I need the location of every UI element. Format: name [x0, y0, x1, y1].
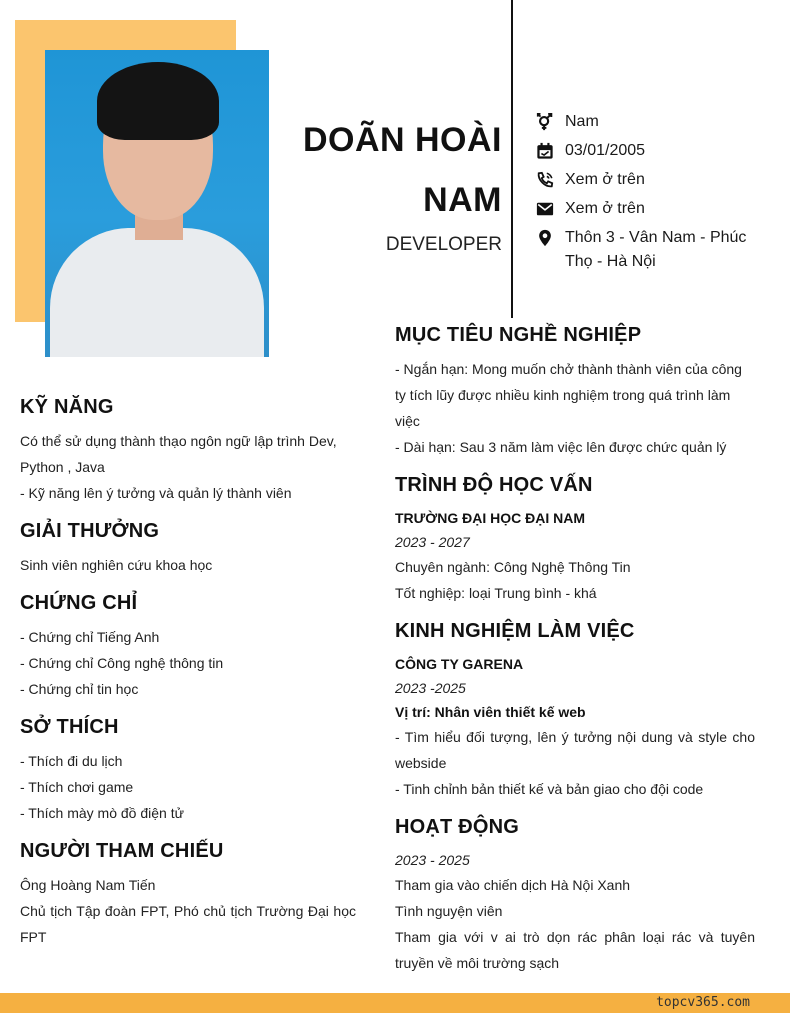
vertical-divider [511, 0, 513, 318]
objective-line: - Ngắn hạn: Mong muốn chở thành thành viên của công ty tích lũy được nhiều kinh nghiệm trong quá trình làm việc [395, 361, 742, 429]
contact-birthday [536, 139, 766, 163]
contact-email-text: Xem ở trên [565, 200, 645, 217]
certificates-section [20, 588, 356, 702]
awards-line: Sinh viên nghiên cứu khoa học [20, 557, 213, 573]
contact-phone [536, 168, 766, 192]
objective-line: - Dài hạn: Sau 3 năm làm việc lên được chức quản lý [395, 439, 727, 455]
activity-line: Tình nguyện viên [395, 903, 503, 919]
contact-gender-text: Nam [565, 113, 599, 130]
contact-birthday-text: 03/01/2005 [565, 142, 646, 159]
objective-heading: MỤC TIÊU NGHỀ NGHIỆP [395, 324, 642, 346]
hobby-line: - Thích chơi game [20, 779, 134, 795]
hobby-line: - Thích mày mò đồ điện tử [20, 805, 184, 821]
calendar-icon [536, 142, 554, 160]
awards-heading: GIẢI THƯỞNG [20, 520, 160, 542]
skills-line: - Kỹ năng lên ý tưởng và quản lý thành viên [20, 485, 292, 501]
gender-icon [536, 113, 554, 131]
left-column [20, 392, 356, 960]
job-role: DEVELOPER [385, 234, 502, 255]
objective-section [395, 320, 755, 460]
footer-watermark: topcv365.com [656, 995, 750, 1010]
name-line-1: DOÃN HOÀI [302, 121, 502, 159]
experience-line: - Tìm hiểu đối tượng, lên ý tưởng nội dung và style cho webside [395, 729, 755, 771]
school-name: TRƯỜNG ĐẠI HỌC ĐẠI NAM [395, 510, 585, 526]
certificate-line: - Chứng chỉ Công nghệ thông tin [20, 655, 224, 671]
activity-line: Tham gia vào chiến dịch Hà Nội Xanh [395, 877, 631, 893]
activities-section [395, 812, 755, 976]
reference-line: Chủ tịch Tập đoàn FPT, Phó chủ tịch Trường Đại học FPT [20, 903, 356, 945]
education-section [395, 470, 755, 606]
phone-icon [536, 171, 554, 189]
footer-bar [0, 993, 790, 1013]
certificates-heading: CHỨNG CHỈ [20, 592, 138, 614]
awards-section [20, 516, 356, 578]
references-section [20, 836, 356, 950]
certificate-line: - Chứng chỉ Tiếng Anh [20, 629, 160, 645]
contact-gender [536, 110, 766, 134]
certificate-line: - Chứng chỉ tin học [20, 681, 139, 697]
activities-period: 2023 - 2025 [395, 852, 470, 868]
location-icon [536, 229, 554, 247]
hobby-line: - Thích đi du lịch [20, 753, 123, 769]
references-heading: NGƯỜI THAM CHIẾU [20, 840, 224, 862]
contact-phone-text: Xem ở trên [565, 171, 645, 188]
right-column [395, 320, 755, 986]
company-name: CÔNG TY GARENA [395, 656, 524, 672]
job-position: Vị trí: Nhân viên thiết kế web [395, 704, 586, 720]
email-icon [536, 200, 554, 218]
education-line: Chuyên ngành: Công Nghệ Thông Tin [395, 559, 631, 575]
hobbies-heading: SỞ THÍCH [20, 716, 119, 738]
name-line-2: NAM [423, 181, 502, 219]
name-block [303, 110, 502, 258]
skills-heading: KỸ NĂNG [20, 396, 114, 418]
contact-address [536, 226, 766, 274]
education-line: Tốt nghiệp: loại Trung bình - khá [395, 585, 597, 601]
education-heading: TRÌNH ĐỘ HỌC VẤN [395, 474, 593, 496]
experience-line: - Tinh chỉnh bản thiết kế và bản giao cho đội code [395, 781, 704, 797]
contact-address-text: Thôn 3 - Vân Nam - Phúc Thọ - Hà Nội [565, 229, 747, 270]
experience-heading: KINH NGHIỆM LÀM VIỆC [395, 620, 635, 642]
skills-line: Có thể sử dụng thành thạo ngôn ngữ lập trình Dev, Python , Java [20, 433, 337, 475]
activity-line: Tham gia với v ai trò dọn rác phân loại rác và tuyên truyền về môi trường sạch [395, 929, 755, 971]
hobbies-section [20, 712, 356, 826]
contact-email [536, 197, 766, 221]
experience-period: 2023 -2025 [395, 680, 466, 696]
experience-section [395, 616, 755, 802]
skills-section [20, 392, 356, 506]
reference-line: Ông Hoàng Nam Tiến [20, 877, 156, 893]
activities-heading: HOẠT ĐỘNG [395, 816, 520, 838]
contact-list [536, 110, 766, 279]
education-period: 2023 - 2027 [395, 534, 470, 550]
profile-photo [45, 50, 269, 357]
